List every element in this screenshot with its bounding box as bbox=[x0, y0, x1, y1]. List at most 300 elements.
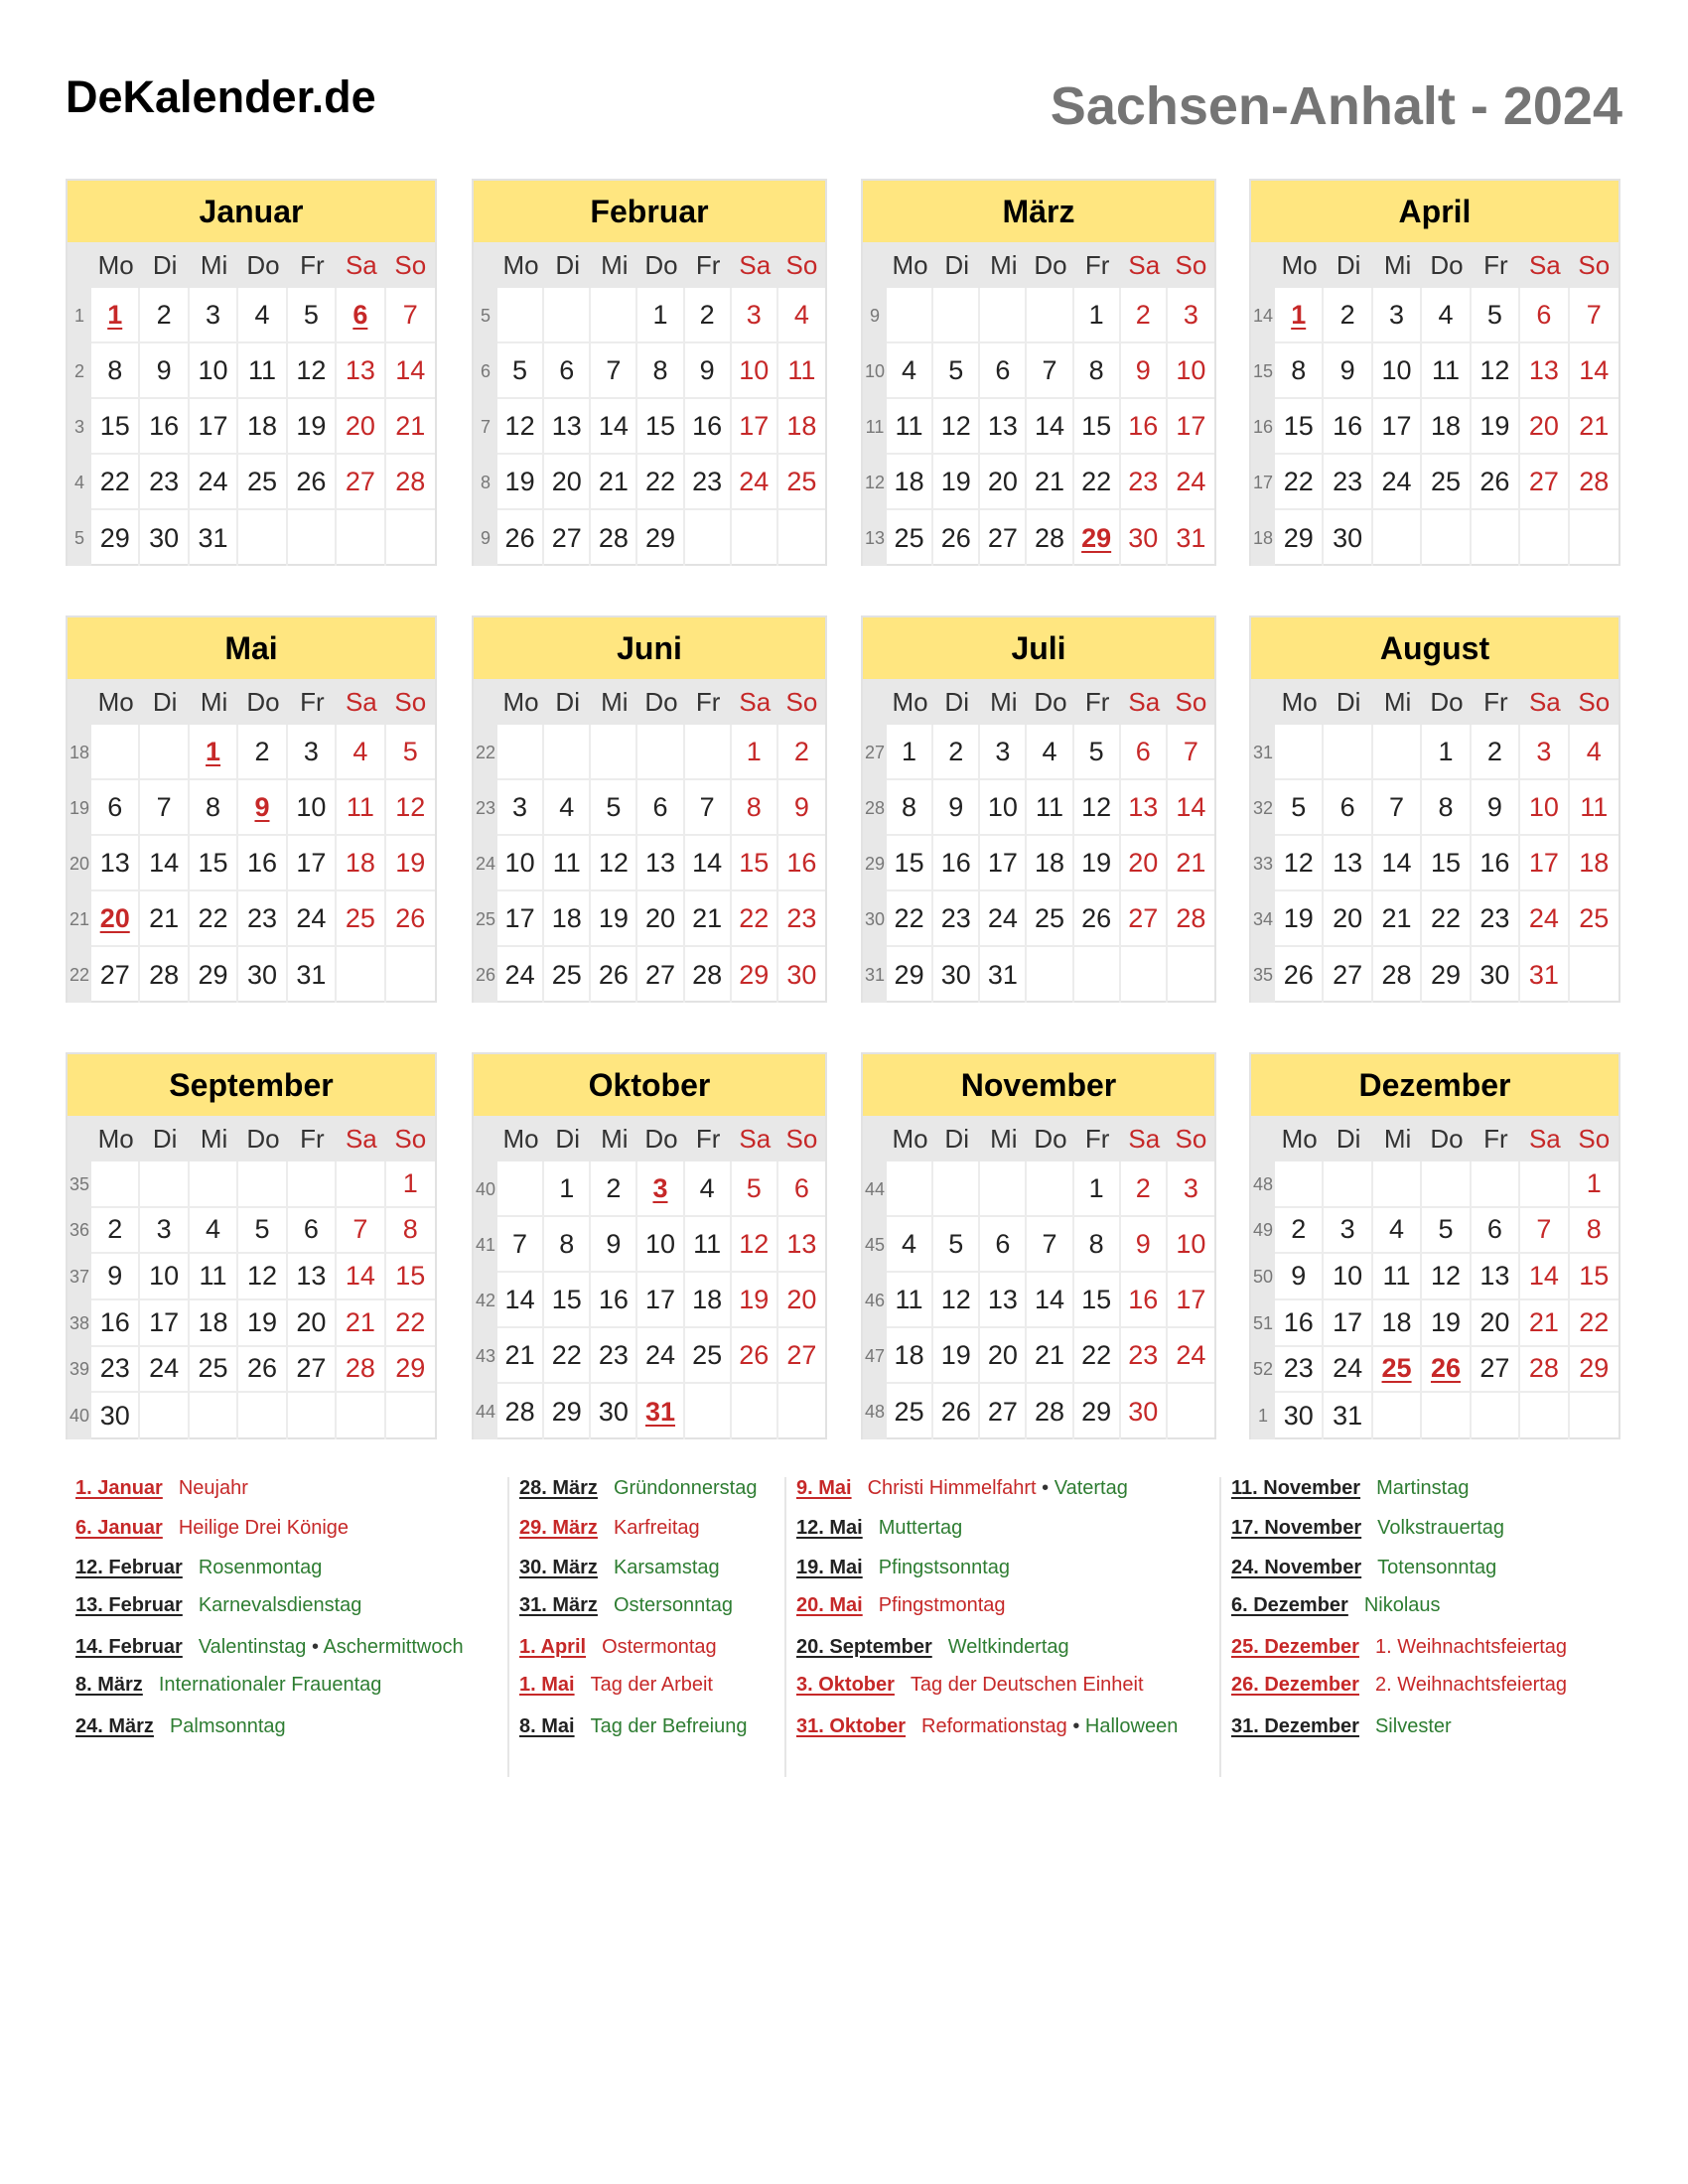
day-cell: 14 bbox=[1027, 1273, 1073, 1328]
day-cell: 12 bbox=[386, 780, 435, 836]
weekday-header: Di bbox=[140, 242, 189, 288]
holiday-name: Valentinstag bbox=[198, 1636, 307, 1658]
day-cell: 23 bbox=[140, 455, 189, 510]
day-cell: 28 bbox=[337, 1347, 385, 1394]
week-header-corner bbox=[68, 242, 91, 288]
empty-day-cell bbox=[1373, 725, 1422, 780]
day-cell: 30 bbox=[91, 1393, 140, 1439]
day-cell: 9 bbox=[140, 343, 189, 399]
day-cell: 7 bbox=[1373, 780, 1422, 836]
week-header-corner bbox=[1251, 679, 1275, 725]
week-number: 11 bbox=[863, 399, 887, 455]
day-cell: 31 bbox=[288, 947, 337, 1003]
day-cell: 20 bbox=[288, 1300, 337, 1347]
holiday-date: 1. April bbox=[519, 1636, 587, 1658]
day-cell: 27 bbox=[1121, 891, 1168, 947]
holiday-item bbox=[75, 1594, 361, 1617]
day-cell: 12 bbox=[238, 1254, 287, 1300]
weekday-header: Fr bbox=[1074, 1116, 1121, 1161]
weekday-header: Sa bbox=[732, 242, 778, 288]
day-cell: 29 bbox=[1074, 510, 1121, 566]
day-cell: 29 bbox=[1570, 1347, 1618, 1394]
weekday-header: Do bbox=[1422, 1116, 1471, 1161]
holiday-name: Christi Himmelfahrt bbox=[867, 1477, 1037, 1499]
day-cell: 29 bbox=[386, 1347, 435, 1394]
day-cell: 5 bbox=[1074, 725, 1121, 780]
empty-day-cell bbox=[1373, 510, 1422, 566]
bullet-separator: • bbox=[306, 1636, 324, 1658]
holiday-item bbox=[75, 1477, 248, 1500]
day-cell: 2 bbox=[1472, 725, 1520, 780]
day-cell: 24 bbox=[190, 455, 238, 510]
day-cell: 25 bbox=[1570, 891, 1618, 947]
empty-day-cell bbox=[778, 510, 825, 566]
weekday-header: So bbox=[386, 1116, 435, 1161]
day-cell: 7 bbox=[685, 780, 732, 836]
day-cell: 31 bbox=[190, 510, 238, 566]
month-grid bbox=[68, 1116, 435, 1439]
month-grid bbox=[1251, 1116, 1618, 1439]
weekday-header: So bbox=[1168, 242, 1214, 288]
holiday-date: 1. Mai bbox=[519, 1674, 575, 1696]
holiday-name: Tag der Arbeit bbox=[590, 1674, 713, 1696]
day-cell: 8 bbox=[91, 343, 140, 399]
day-cell: 16 bbox=[238, 836, 287, 891]
day-cell: 31 bbox=[980, 947, 1027, 1003]
empty-day-cell bbox=[685, 1384, 732, 1439]
empty-day-cell bbox=[386, 1393, 435, 1439]
page-title: Sachsen-Anhalt - 2024 bbox=[1050, 76, 1622, 136]
holiday-column bbox=[507, 1477, 779, 1777]
month-title: August bbox=[1251, 617, 1618, 679]
empty-day-cell bbox=[140, 1393, 189, 1439]
holiday-name: 2. Weihnachtsfeiertag bbox=[1374, 1674, 1568, 1696]
day-cell: 14 bbox=[1570, 343, 1618, 399]
day-cell: 3 bbox=[1168, 1161, 1214, 1217]
week-header-corner bbox=[474, 242, 497, 288]
day-cell: 30 bbox=[933, 947, 980, 1003]
day-cell: 29 bbox=[1074, 1384, 1121, 1439]
empty-day-cell bbox=[337, 1161, 385, 1208]
day-cell: 16 bbox=[91, 1300, 140, 1347]
day-cell: 9 bbox=[685, 343, 732, 399]
day-cell: 22 bbox=[91, 455, 140, 510]
day-cell: 26 bbox=[1472, 455, 1520, 510]
empty-day-cell bbox=[497, 288, 544, 343]
empty-day-cell bbox=[887, 288, 933, 343]
day-cell: 6 bbox=[637, 780, 684, 836]
weekday-header: Mo bbox=[1275, 1116, 1324, 1161]
holiday-item bbox=[1231, 1517, 1504, 1540]
empty-day-cell bbox=[497, 1161, 544, 1217]
day-cell: 26 bbox=[933, 1384, 980, 1439]
day-cell: 25 bbox=[887, 1384, 933, 1439]
day-cell: 10 bbox=[1324, 1254, 1372, 1300]
month-12-calendar bbox=[1249, 1052, 1620, 1439]
day-cell: 17 bbox=[1373, 399, 1422, 455]
holiday-item bbox=[796, 1517, 962, 1540]
weekday-header: Fr bbox=[685, 679, 732, 725]
day-cell: 20 bbox=[980, 455, 1027, 510]
day-cell: 27 bbox=[544, 510, 591, 566]
day-cell: 13 bbox=[1472, 1254, 1520, 1300]
day-cell: 11 bbox=[1027, 780, 1073, 836]
day-cell: 19 bbox=[933, 455, 980, 510]
day-cell: 21 bbox=[497, 1328, 544, 1384]
holiday-date: 6. Januar bbox=[75, 1517, 163, 1539]
day-cell: 3 bbox=[637, 1161, 684, 1217]
holiday-name: Ostersonntag bbox=[613, 1594, 734, 1616]
holiday-date: 30. März bbox=[519, 1557, 598, 1578]
day-cell: 29 bbox=[91, 510, 140, 566]
day-cell: 30 bbox=[591, 1384, 637, 1439]
day-cell: 5 bbox=[497, 343, 544, 399]
day-cell: 27 bbox=[91, 947, 140, 1003]
week-header-corner bbox=[863, 1116, 887, 1161]
empty-day-cell bbox=[778, 1384, 825, 1439]
day-cell: 21 bbox=[1570, 399, 1618, 455]
day-cell: 12 bbox=[1074, 780, 1121, 836]
empty-day-cell bbox=[1422, 1393, 1471, 1439]
week-header-corner bbox=[863, 679, 887, 725]
day-cell: 19 bbox=[1074, 836, 1121, 891]
day-cell: 14 bbox=[1027, 399, 1073, 455]
holiday-name-secondary: Aschermittwoch bbox=[323, 1636, 464, 1658]
weekday-header: So bbox=[1168, 1116, 1214, 1161]
month-grid bbox=[474, 242, 825, 566]
day-cell: 29 bbox=[190, 947, 238, 1003]
week-number: 10 bbox=[863, 343, 887, 399]
week-number: 42 bbox=[474, 1273, 497, 1328]
weekday-header: Fr bbox=[685, 242, 732, 288]
day-cell: 17 bbox=[140, 1300, 189, 1347]
holiday-item bbox=[796, 1715, 1178, 1738]
day-cell: 23 bbox=[685, 455, 732, 510]
day-cell: 12 bbox=[497, 399, 544, 455]
day-cell: 8 bbox=[637, 343, 684, 399]
day-cell: 13 bbox=[288, 1254, 337, 1300]
day-cell: 18 bbox=[337, 836, 385, 891]
day-cell: 30 bbox=[140, 510, 189, 566]
weekday-header: Do bbox=[1422, 679, 1471, 725]
month-title: Januar bbox=[68, 181, 435, 242]
month-grid bbox=[863, 1116, 1214, 1439]
weekday-header: Sa bbox=[1121, 1116, 1168, 1161]
day-cell: 16 bbox=[591, 1273, 637, 1328]
week-number: 8 bbox=[474, 455, 497, 510]
day-cell: 6 bbox=[980, 343, 1027, 399]
day-cell: 14 bbox=[685, 836, 732, 891]
weekday-header: So bbox=[1570, 242, 1618, 288]
day-cell: 5 bbox=[732, 1161, 778, 1217]
month-title: April bbox=[1251, 181, 1618, 242]
day-cell: 17 bbox=[1168, 399, 1214, 455]
weekday-header: Mo bbox=[887, 679, 933, 725]
holiday-item bbox=[796, 1477, 1128, 1500]
empty-day-cell bbox=[1472, 1393, 1520, 1439]
month-7-calendar bbox=[861, 615, 1216, 1003]
day-cell: 23 bbox=[778, 891, 825, 947]
week-number: 48 bbox=[1251, 1161, 1275, 1208]
day-cell: 6 bbox=[1472, 1208, 1520, 1255]
day-cell: 18 bbox=[190, 1300, 238, 1347]
holiday-name-secondary: Vatertag bbox=[1054, 1477, 1128, 1499]
day-cell: 9 bbox=[1472, 780, 1520, 836]
weekday-header: Mi bbox=[190, 1116, 238, 1161]
weekday-header: Mo bbox=[497, 242, 544, 288]
holiday-item bbox=[75, 1715, 286, 1738]
weekday-header: Mo bbox=[91, 242, 140, 288]
week-number: 14 bbox=[1251, 288, 1275, 343]
week-number: 5 bbox=[68, 510, 91, 566]
day-cell: 7 bbox=[1520, 1208, 1569, 1255]
day-cell: 12 bbox=[591, 836, 637, 891]
day-cell: 4 bbox=[887, 343, 933, 399]
holiday-date: 26. Dezember bbox=[1231, 1674, 1359, 1696]
holiday-name: Heilige Drei Könige bbox=[178, 1517, 350, 1539]
day-cell: 26 bbox=[591, 947, 637, 1003]
day-cell: 25 bbox=[544, 947, 591, 1003]
empty-day-cell bbox=[91, 725, 140, 780]
holiday-item bbox=[796, 1636, 1069, 1659]
day-cell: 19 bbox=[933, 1328, 980, 1384]
empty-day-cell bbox=[685, 510, 732, 566]
month-6-calendar bbox=[472, 615, 827, 1003]
day-cell: 25 bbox=[887, 510, 933, 566]
week-header-corner bbox=[474, 1116, 497, 1161]
weekday-header: Di bbox=[544, 1116, 591, 1161]
day-cell: 14 bbox=[337, 1254, 385, 1300]
holiday-item bbox=[1231, 1636, 1567, 1659]
week-number: 3 bbox=[68, 399, 91, 455]
day-cell: 14 bbox=[1373, 836, 1422, 891]
holiday-item bbox=[796, 1674, 1144, 1697]
day-cell: 1 bbox=[386, 1161, 435, 1208]
day-cell: 17 bbox=[1324, 1300, 1372, 1347]
day-cell: 18 bbox=[778, 399, 825, 455]
week-number: 43 bbox=[474, 1328, 497, 1384]
day-cell: 10 bbox=[190, 343, 238, 399]
empty-day-cell bbox=[386, 947, 435, 1003]
day-cell: 7 bbox=[386, 288, 435, 343]
day-cell: 5 bbox=[238, 1208, 287, 1255]
week-number: 38 bbox=[68, 1300, 91, 1347]
day-cell: 2 bbox=[1275, 1208, 1324, 1255]
weekday-header: So bbox=[778, 1116, 825, 1161]
day-cell: 4 bbox=[544, 780, 591, 836]
day-cell: 27 bbox=[980, 1384, 1027, 1439]
day-cell: 26 bbox=[1275, 947, 1324, 1003]
day-cell: 28 bbox=[386, 455, 435, 510]
weekday-header: Do bbox=[1422, 242, 1471, 288]
empty-day-cell bbox=[591, 725, 637, 780]
weekday-header: Sa bbox=[732, 1116, 778, 1161]
empty-day-cell bbox=[1027, 947, 1073, 1003]
weekday-header: Sa bbox=[1121, 679, 1168, 725]
day-cell: 9 bbox=[1121, 343, 1168, 399]
week-number: 30 bbox=[863, 891, 887, 947]
day-cell: 24 bbox=[497, 947, 544, 1003]
week-number: 40 bbox=[474, 1161, 497, 1217]
weekday-header: Sa bbox=[337, 679, 385, 725]
day-cell: 29 bbox=[887, 947, 933, 1003]
empty-day-cell bbox=[140, 1161, 189, 1208]
empty-day-cell bbox=[544, 288, 591, 343]
weekday-header: Di bbox=[140, 1116, 189, 1161]
day-cell: 3 bbox=[1168, 288, 1214, 343]
weekday-header: Di bbox=[933, 1116, 980, 1161]
weekday-header: Mi bbox=[980, 1116, 1027, 1161]
day-cell: 11 bbox=[337, 780, 385, 836]
week-number: 5 bbox=[474, 288, 497, 343]
weekday-header: Di bbox=[933, 679, 980, 725]
day-cell: 15 bbox=[732, 836, 778, 891]
week-number: 51 bbox=[1251, 1300, 1275, 1347]
empty-day-cell bbox=[732, 1384, 778, 1439]
day-cell: 1 bbox=[190, 725, 238, 780]
day-cell: 2 bbox=[933, 725, 980, 780]
weekday-header: Sa bbox=[1520, 679, 1569, 725]
holiday-item bbox=[75, 1517, 349, 1540]
holiday-name: Palmsonntag bbox=[169, 1715, 286, 1737]
week-header-corner bbox=[474, 679, 497, 725]
holiday-date: 3. Oktober bbox=[796, 1674, 895, 1696]
holiday-name: Karfreitag bbox=[613, 1517, 700, 1539]
day-cell: 11 bbox=[190, 1254, 238, 1300]
empty-day-cell bbox=[386, 510, 435, 566]
day-cell: 25 bbox=[1027, 891, 1073, 947]
day-cell: 21 bbox=[591, 455, 637, 510]
month-8-calendar bbox=[1249, 615, 1620, 1003]
weekday-header: Mo bbox=[497, 679, 544, 725]
day-cell: 21 bbox=[1027, 1328, 1073, 1384]
day-cell: 15 bbox=[1275, 399, 1324, 455]
day-cell: 1 bbox=[1275, 288, 1324, 343]
day-cell: 11 bbox=[887, 399, 933, 455]
empty-day-cell bbox=[1168, 1384, 1214, 1439]
day-cell: 14 bbox=[1168, 780, 1214, 836]
day-cell: 6 bbox=[980, 1217, 1027, 1273]
week-number: 48 bbox=[863, 1384, 887, 1439]
holiday-item bbox=[519, 1636, 717, 1659]
day-cell: 10 bbox=[1168, 1217, 1214, 1273]
holiday-date: 28. März bbox=[519, 1477, 598, 1499]
weekday-header: So bbox=[1570, 679, 1618, 725]
day-cell: 8 bbox=[544, 1217, 591, 1273]
week-number: 24 bbox=[474, 836, 497, 891]
day-cell: 19 bbox=[497, 455, 544, 510]
holiday-item bbox=[519, 1594, 733, 1617]
weekday-header: Sa bbox=[337, 1116, 385, 1161]
week-number: 47 bbox=[863, 1328, 887, 1384]
day-cell: 7 bbox=[1027, 1217, 1073, 1273]
holiday-item bbox=[75, 1557, 322, 1579]
empty-day-cell bbox=[980, 1161, 1027, 1217]
week-number: 4 bbox=[68, 455, 91, 510]
day-cell: 18 bbox=[887, 455, 933, 510]
day-cell: 24 bbox=[1324, 1347, 1372, 1394]
day-cell: 20 bbox=[637, 891, 684, 947]
month-title: November bbox=[863, 1054, 1214, 1116]
day-cell: 28 bbox=[497, 1384, 544, 1439]
holiday-item bbox=[75, 1674, 381, 1697]
day-cell: 18 bbox=[1027, 836, 1073, 891]
week-number: 50 bbox=[1251, 1254, 1275, 1300]
weekday-header: Sa bbox=[1520, 1116, 1569, 1161]
holiday-date: 31. März bbox=[519, 1594, 598, 1616]
day-cell: 17 bbox=[1520, 836, 1569, 891]
day-cell: 3 bbox=[497, 780, 544, 836]
day-cell: 3 bbox=[288, 725, 337, 780]
day-cell: 13 bbox=[980, 399, 1027, 455]
day-cell: 14 bbox=[140, 836, 189, 891]
day-cell: 4 bbox=[337, 725, 385, 780]
day-cell: 15 bbox=[386, 1254, 435, 1300]
holiday-date: 6. Dezember bbox=[1231, 1594, 1348, 1616]
day-cell: 26 bbox=[732, 1328, 778, 1384]
day-cell: 28 bbox=[1027, 510, 1073, 566]
day-cell: 28 bbox=[140, 947, 189, 1003]
day-cell: 27 bbox=[288, 1347, 337, 1394]
day-cell: 19 bbox=[288, 399, 337, 455]
day-cell: 22 bbox=[190, 891, 238, 947]
holiday-name: Pfingstmontag bbox=[878, 1594, 1006, 1616]
day-cell: 5 bbox=[1275, 780, 1324, 836]
month-10-calendar bbox=[472, 1052, 827, 1439]
holiday-column bbox=[66, 1477, 502, 1777]
day-cell: 15 bbox=[1570, 1254, 1618, 1300]
weekday-header: Mi bbox=[1373, 242, 1422, 288]
day-cell: 2 bbox=[140, 288, 189, 343]
holiday-name: Weltkindertag bbox=[947, 1636, 1069, 1658]
day-cell: 10 bbox=[980, 780, 1027, 836]
week-number: 9 bbox=[474, 510, 497, 566]
day-cell: 21 bbox=[1168, 836, 1214, 891]
empty-day-cell bbox=[933, 1161, 980, 1217]
day-cell: 26 bbox=[497, 510, 544, 566]
week-number: 1 bbox=[1251, 1393, 1275, 1439]
day-cell: 20 bbox=[1121, 836, 1168, 891]
day-cell: 29 bbox=[637, 510, 684, 566]
day-cell: 4 bbox=[1570, 725, 1618, 780]
day-cell: 12 bbox=[288, 343, 337, 399]
day-cell: 9 bbox=[778, 780, 825, 836]
day-cell: 30 bbox=[1121, 1384, 1168, 1439]
month-2-calendar bbox=[472, 179, 827, 566]
week-header-corner bbox=[863, 242, 887, 288]
week-number: 28 bbox=[863, 780, 887, 836]
week-number: 39 bbox=[68, 1347, 91, 1394]
weekday-header: Fr bbox=[1074, 679, 1121, 725]
day-cell: 6 bbox=[1121, 725, 1168, 780]
day-cell: 23 bbox=[1121, 455, 1168, 510]
month-title: Mai bbox=[68, 617, 435, 679]
holiday-name: Nikolaus bbox=[1363, 1594, 1441, 1616]
day-cell: 16 bbox=[1472, 836, 1520, 891]
weekday-header: Mo bbox=[1275, 679, 1324, 725]
holiday-column bbox=[784, 1477, 1214, 1777]
day-cell: 22 bbox=[544, 1328, 591, 1384]
week-number: 12 bbox=[863, 455, 887, 510]
day-cell: 10 bbox=[1520, 780, 1569, 836]
holiday-item bbox=[1231, 1557, 1496, 1579]
holiday-item bbox=[796, 1557, 1010, 1579]
weekday-header: Sa bbox=[337, 242, 385, 288]
day-cell: 12 bbox=[1275, 836, 1324, 891]
holiday-date: 29. März bbox=[519, 1517, 598, 1539]
week-number: 32 bbox=[1251, 780, 1275, 836]
day-cell: 12 bbox=[732, 1217, 778, 1273]
